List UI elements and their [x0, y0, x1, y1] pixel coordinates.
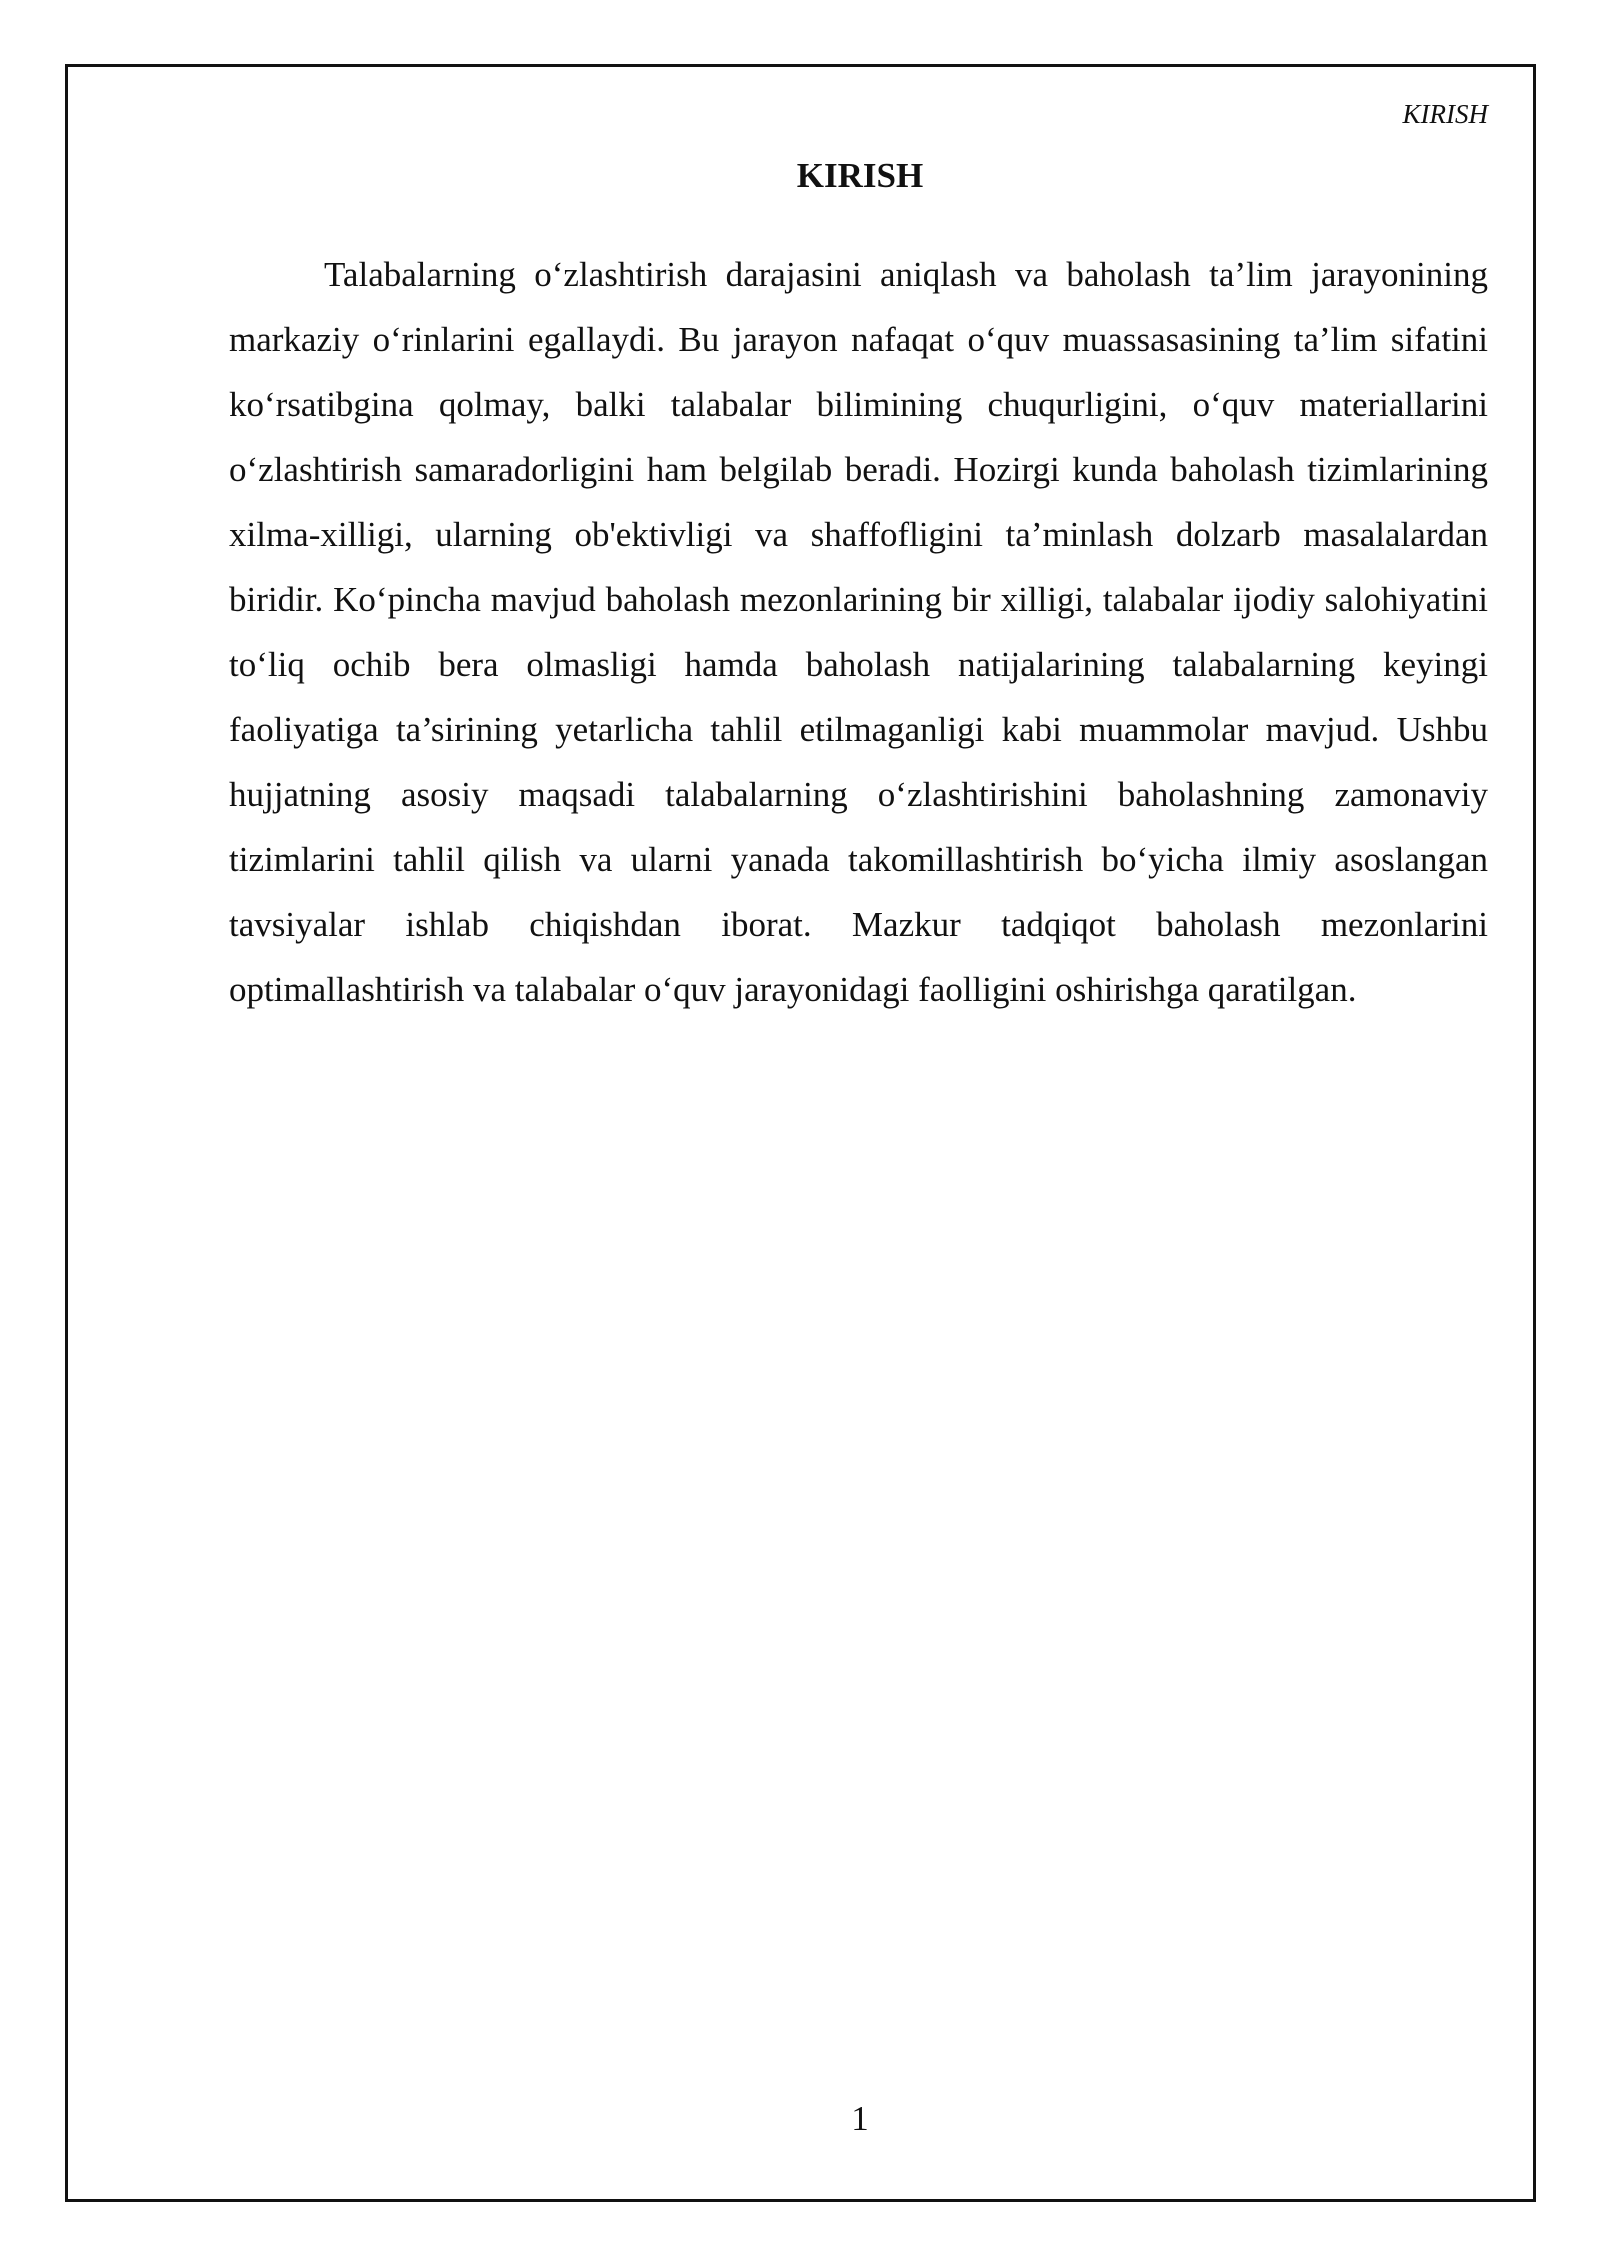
body-paragraph: Talabalarning o‘zlashtirish darajasini aniqlash va baholash ta’lim jarayonining markaziy o‘rinlarini egallaydi. Bu jarayon nafaqat o‘quv muassasasining ta’lim sifatini ko‘rsatibgina qolmay, balki talabalar bilimining chuqurligini, o‘quv materiallarini o‘zlashtirish samaradorligini ham belgilab beradi. Hozirgi kunda baholash tizimlarining xilma-xilligi, ularning ob'ektivligi va shaffofligini ta’minlash dolzarb masalalardan biridir. Ko‘pincha mavjud baholash mezonlarining bir xilligi, talabalar ijodiy salohiyatini to‘liq ochib bera olmasligi hamda baholash natijalarining talabalarning keyingi faoliyatiga ta’sirining yetarlicha tahlil etilmaganligi kabi muammolar mavjud. Ushbu hujjatning asosiy maqsadi talabalarning o‘zlashtirishini baholashning zamonaviy tizimlarini tahlil qilish va ularni yanada takomillashtirish bo‘yicha ilmiy asoslangan tavsiyalar ishlab chiqishdan iborat. Mazkur tadqiqot baholash mezonlarini optimallashtirish va talabalar o‘quv jarayonidagi faolligini oshirishga qaratilgan.: [229, 255, 1488, 1009]
section-title: KIRISH: [796, 156, 924, 195]
page-number: 1: [851, 2099, 869, 2138]
running-header: KIRISH: [1402, 99, 1488, 129]
